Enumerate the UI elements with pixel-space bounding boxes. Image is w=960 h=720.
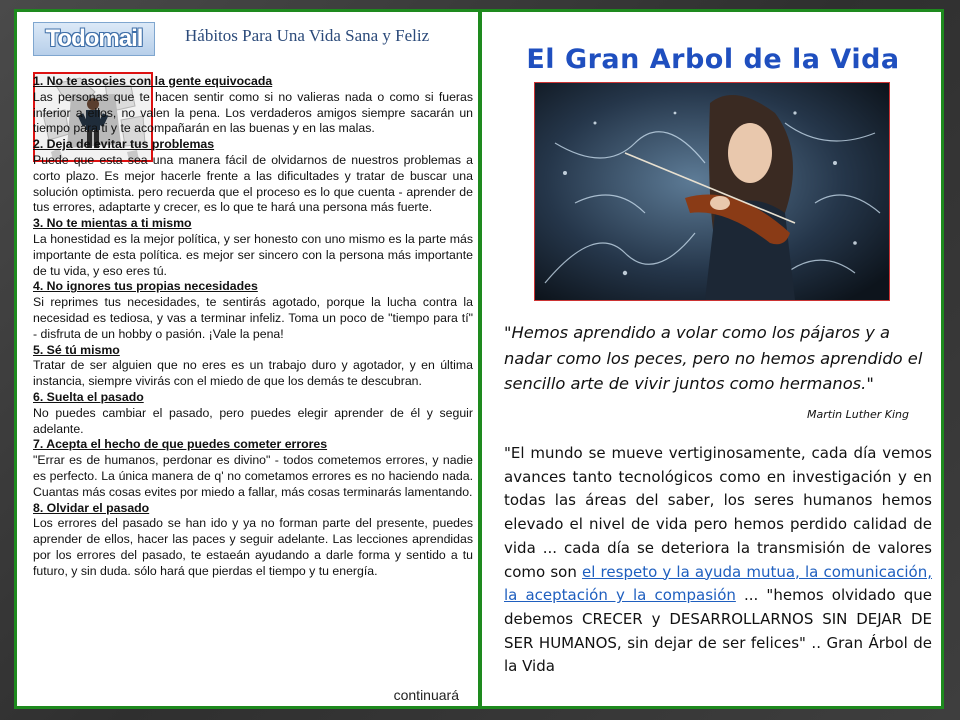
right-column bbox=[487, 12, 939, 706]
section-heading: 7. Acepta el hecho de que puedes cometer errores bbox=[33, 437, 328, 452]
section-body: Si reprimes tus necesidades, te sentirás agotado, porque la lucha contra la necesidad es tediosa, y vas a terminar infeliz. Toma un poco de "tiempo para tí" - disfruta de un hobby o pasión. ¡Vale la pena! bbox=[33, 295, 473, 341]
section-heading: 3. No te mientas a ti mismo bbox=[33, 216, 192, 231]
section-heading: 8. Olvidar el pasado bbox=[33, 500, 150, 515]
values-link[interactable]: el respeto y la ayuda mutua, la comunicación, la aceptación y la compasión bbox=[504, 562, 933, 605]
slide-frame bbox=[14, 9, 944, 709]
section-body: Tratar de ser alguien que no eres es un trabajo duro y agotador, y en última instancia, siempre vivirás con el miedo de que los demás te descubran. bbox=[33, 358, 473, 389]
section-heading: 2. Deja de evitar tus problemas bbox=[33, 137, 215, 152]
section-body: "Errar es de humanos, perdonar es divino" - todos cometemos errores, y nadie es perfecto. La única manera de q' no cometamos errores es no haciendo nada. Cuantas más cosas evites por miedo a fallar, más cosas terminarás lamentando. bbox=[33, 453, 473, 499]
column-divider bbox=[478, 12, 482, 706]
page-title: El Gran Arbol de la Vida bbox=[526, 44, 900, 75]
habits-article bbox=[33, 74, 473, 580]
todomail-logo: Todomail bbox=[33, 22, 155, 56]
violinist-photo bbox=[534, 82, 890, 301]
newsletter-title: Hábitos Para Una Vida Sana y Feliz bbox=[185, 26, 430, 45]
section-heading: 1. No te asocies con la gente equivocada bbox=[33, 74, 273, 88]
section-body: Las personas que te hacen sentir como si no valieras nada o como si fueras inferior a ellos, no valen la pena. Los verdaderos amigos siempre sacarán un tiempo para ti y te acompañarán en las buenas y en las malas. bbox=[33, 89, 473, 136]
section-body: La honestidad es la mejor política, y ser honesto con uno mismo es la parte más importante de esta política. es mejor ser sincero con la persona más importante de tu vida, y eso eres tú. bbox=[33, 231, 473, 278]
body-text-start: "El mundo se mueve vertiginosamente, cada día vemos avances tanto tecnológicos como en investigación y en todas las áreas del saber, los seres humanos hemos elevado el nivel de vida pero hemos perdido calidad de vida ... cada día se deteriora la transmisión de valores como son bbox=[504, 444, 932, 581]
quote-author: Martin Luther King bbox=[807, 408, 909, 421]
left-column bbox=[27, 20, 473, 703]
body-text-end: ... "hemos olvidado que debemos CRECER y DESARROLLARNOS SIN DEJAR DE SER HUMANOS, sin dejar de ser felices" .. Gran Árbol de la Vida bbox=[504, 586, 932, 676]
section-body: No puedes cambiar el pasado, pero puedes elegir aprender de él y seguir adelante. bbox=[33, 405, 473, 436]
mlk-quote: "Hemos aprendido a volar como los pájaros y a nadar como los peces, pero no hemos aprendido el sencillo arte de vivir juntos como hermanos." bbox=[504, 323, 923, 393]
section-heading: 5. Sé tú mismo bbox=[33, 342, 120, 357]
gran-arbol-text bbox=[504, 442, 932, 679]
violinist-splash-icon bbox=[535, 83, 889, 300]
section-body: Puede que esta sea una manera fácil de olvidarnos de nuestros problemas a corto plazo. Es mejor hacerle frente a las dificultades y tratar de buscar una solución optimista. pero recuerda que el proceso es lo que cuenta - aprender de tus errores, adaptarte y crecer, es lo que te hará una persona más fuerte. bbox=[33, 152, 473, 215]
continued-label: continuará bbox=[393, 687, 459, 703]
section-heading: 6. Suelta el pasado bbox=[33, 389, 144, 404]
section-body: Los errores del pasado se han ido y ya no forman parte del presente, puedes aprender de ellos, hacer las paces y seguir adelante. Las lecciones aprendidas por los errores del pasado, te estaeán ayudando a darle forma y sentido a tu futuro, y sin duda. sólo hará que pierdas el tiempo y tu energía. bbox=[33, 516, 473, 578]
section-heading: 4. No ignores tus propias necesidades bbox=[33, 279, 258, 294]
